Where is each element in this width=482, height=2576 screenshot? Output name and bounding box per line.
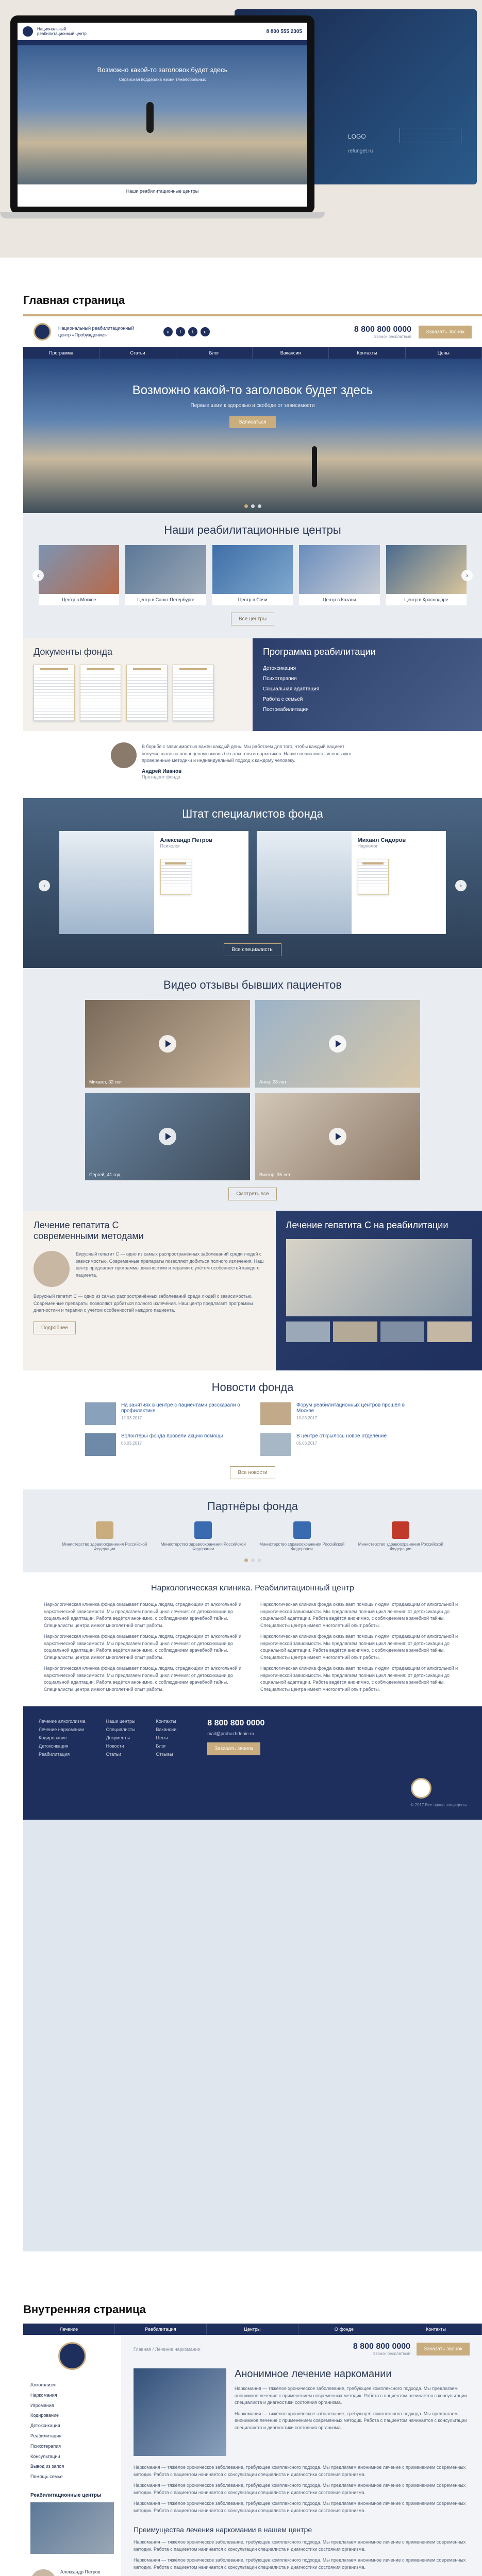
nav-item[interactable]: Реабилитация — [115, 2324, 207, 2335]
centers-title: Наши реабилитационные центры — [164, 523, 341, 536]
sidebar-center-photo[interactable] — [30, 2502, 114, 2554]
main-page-label: Главная страница — [23, 294, 125, 307]
footer-link[interactable]: Документы — [106, 1735, 130, 1740]
program-item[interactable]: Психотерапия — [263, 676, 297, 682]
news-thumb — [260, 1402, 291, 1425]
mockup-laptop-base — [0, 212, 325, 218]
center-photo — [212, 545, 293, 594]
footer-link[interactable]: Блог — [156, 1743, 166, 1749]
breadcrumb[interactable]: Главная / Лечение наркомании — [134, 2346, 201, 2352]
next-arrow-icon[interactable]: › — [461, 570, 473, 581]
document-thumb[interactable] — [173, 665, 214, 721]
news-item[interactable] — [85, 1402, 245, 1425]
center-card[interactable] — [125, 545, 206, 605]
docs-list — [34, 665, 242, 721]
header-phone[interactable]: 8 800 800 0000 — [353, 2342, 411, 2351]
program-item[interactable]: Постреабилитация — [263, 707, 309, 713]
header-phone-block — [354, 325, 411, 339]
partner-item[interactable] — [356, 1521, 446, 1551]
inner-body — [23, 2335, 482, 2576]
staff-role: Психолог — [160, 843, 180, 849]
play-icon[interactable] — [159, 1035, 176, 1053]
emblem-icon — [293, 1521, 311, 1539]
footer-phone[interactable]: 8 800 800 0000 — [207, 1719, 265, 1727]
news-thumb — [85, 1402, 116, 1425]
news-item-title[interactable]: Волонтёры фонда провели акцию помощи — [121, 1433, 224, 1439]
news-more-button[interactable]: Все новости — [230, 1466, 275, 1479]
partners-dots — [59, 1558, 446, 1562]
footer-link[interactable]: Наши центры — [106, 1719, 136, 1724]
video-card[interactable] — [255, 1000, 420, 1088]
videos-section — [23, 968, 482, 1211]
nav-item[interactable]: Лечение — [23, 2324, 115, 2335]
program-item[interactable]: Социальная адаптация — [263, 686, 320, 692]
center-card[interactable] — [386, 545, 467, 605]
inner-intro: Наркомания — тяжёлое хроническое заболевание, требующее комплексного подхода. Мы предлагаем анонимное лечение с применением современных методик. Работа с пациентом начинается с консультации специалиста и диагностики состояния организма. — [235, 2411, 467, 2430]
logo-icon[interactable] — [58, 2342, 86, 2370]
dot[interactable] — [244, 504, 248, 508]
news-item-title[interactable]: Форум реабилитационных центров прошёл в Москве — [296, 1402, 405, 1414]
inner-paragraph: Наркомания — тяжёлое хроническое заболевание, требующее комплексного подхода. Мы предлагаем анонимное лечение с применением современных методик. Работа с пациентом начинается с консультации специалиста и диагностики состояния организма. — [134, 2501, 466, 2513]
next-arrow-icon[interactable]: › — [455, 880, 467, 891]
main-header — [23, 316, 482, 347]
staff-title: Штат специалистов фонда — [182, 807, 323, 820]
centers-section — [23, 513, 482, 638]
quote-name: Андрей Иванов — [142, 768, 182, 774]
partner-name: Министерство здравоохранения Российской Федерации — [62, 1542, 147, 1551]
avatar — [111, 742, 137, 768]
thumb[interactable] — [286, 1321, 330, 1342]
sidebar-item[interactable]: Психотерапия — [30, 2443, 61, 2449]
header-phone[interactable]: 8 800 800 0000 — [354, 325, 412, 334]
facebook-icon[interactable]: f — [176, 327, 185, 336]
footer-link[interactable]: Детоксикация — [39, 1743, 69, 1749]
thumb[interactable] — [427, 1321, 472, 1342]
callback-button[interactable]: Заказать звонок — [417, 2343, 470, 2355]
footer-link[interactable]: Вакансии — [156, 1727, 177, 1732]
footer-email[interactable]: mail@probuzhdenie.ru — [207, 1731, 254, 1736]
news-item-date: 05.03.2017 — [296, 1441, 318, 1446]
staff-name: Александр Петров — [160, 837, 213, 843]
main-footer — [23, 1706, 482, 1820]
centers-more-button[interactable]: Все центры — [231, 613, 274, 625]
treatment-left — [23, 1211, 276, 1370]
sidebar-item[interactable]: Реабилитация — [30, 2433, 62, 2438]
nav-item[interactable]: Блог — [176, 347, 253, 359]
video-card[interactable] — [85, 1093, 250, 1180]
inner-intro: Наркомания — тяжёлое хроническое заболевание, требующее комплексного подхода. Мы предлагаем анонимное лечение с применением современных методик. Работа с пациентом начинается с консультации специалиста и диагностики состояния организма. — [235, 2386, 467, 2405]
hero-title: Возможно какой-то заголовок будет здесь — [132, 383, 373, 397]
sidebar-item[interactable]: Кодирование — [30, 2413, 59, 2418]
inner-sidebar — [23, 2335, 121, 2576]
news-item-title[interactable]: В центре открылось новое отделение — [296, 1433, 387, 1439]
partner-item[interactable] — [158, 1521, 249, 1551]
mockup-side-link: refunget.ru — [348, 148, 373, 154]
hero — [23, 359, 482, 513]
docs-program-row — [23, 638, 482, 731]
logo-icon[interactable] — [34, 323, 51, 341]
center-caption: Центр в Санкт-Петербурге — [125, 594, 206, 605]
center-caption: Центр в Москве — [39, 594, 119, 605]
program-section — [253, 638, 482, 731]
sidebar-specialist: Александр Петров — [60, 2569, 101, 2574]
staff-card[interactable] — [257, 831, 446, 934]
play-icon[interactable] — [159, 1128, 176, 1145]
video-caption: Анна, 28 лет — [259, 1079, 287, 1084]
news-grid — [85, 1402, 420, 1456]
footer-link[interactable]: Цены — [156, 1735, 168, 1740]
mockup-hero-title: Возможно какой-то заголовок будет здесь — [97, 66, 228, 74]
inner-page-label: Внутренняя страница — [23, 2303, 146, 2316]
videos-title: Видео отзывы бывших пациентов — [163, 978, 342, 991]
videos-more-button[interactable]: Смотреть все — [228, 1188, 276, 1200]
center-card[interactable] — [212, 545, 293, 605]
clinic-text: Наркологическая клиника фонда оказывает помощь людям, страдающим от алкогольной и наркотической зависимости. Мы предлагаем полный цикл лечения: от детоксикации до социальной адаптации. Работа ведётся анонимно, с соблюдением врачебной тайны. Специалисты центра имеют многолетний опыт работы. — [260, 1634, 458, 1660]
inner-paragraph: Наркомания — тяжёлое хроническое заболевание, требующее комплексного подхода. Мы предлагаем анонимное лечение с применением современных методик. Работа с пациентом начинается с консультации специалиста и диагностики состояния организма. — [134, 2465, 466, 2477]
hero-figure — [312, 446, 317, 487]
inner-main — [121, 2335, 482, 2576]
emblem-icon — [194, 1521, 212, 1539]
inner-paragraph: Наркомания — тяжёлое хроническое заболевание, требующее комплексного подхода. Мы предлагаем анонимное лечение с применением современных методик. Работа с пациентом начинается с консультации специалиста и диагностики состояния организма. — [134, 2557, 466, 2570]
mockup-hero — [18, 45, 307, 184]
header-phone-note: Звонок бесплатный — [373, 2351, 411, 2356]
dot[interactable] — [258, 1558, 261, 1562]
center-caption: Центр в Сочи — [212, 594, 293, 605]
staff-name: Михаил Сидоров — [357, 837, 406, 843]
footer-link[interactable]: Специалисты — [106, 1727, 136, 1732]
dot[interactable] — [251, 1558, 255, 1562]
footer-link[interactable]: Кодирование — [39, 1735, 68, 1740]
centers-list — [39, 545, 467, 605]
staff-more-button[interactable]: Все специалисты — [224, 943, 281, 956]
footer-link[interactable]: Реабилитация — [39, 1752, 70, 1757]
partner-name: Министерство здравоохранения Российской Федерации — [358, 1542, 443, 1551]
hero-sub: Первые шаги к здоровью и свободе от зависимости — [190, 403, 315, 409]
partners-list — [59, 1521, 446, 1551]
staff-photo — [257, 831, 352, 934]
play-icon[interactable] — [329, 1128, 346, 1145]
clinic-text: Наркологическая клиника фонда оказывает помощь людям, страдающим от алкогольной и наркотической зависимости. Мы предлагаем полный цикл лечения: от детоксикации до социальной адаптации. Работа ведётся анонимно, с соблюдением врачебной тайны. Специалисты центра имеют многолетний опыт работы. — [44, 1666, 242, 1692]
mockup-laptop-frame — [10, 15, 314, 214]
treatment-left-title: Лечение гепатита С современными методами — [34, 1220, 144, 1241]
callback-button[interactable]: Заказать звонок — [419, 326, 472, 338]
main-nav — [23, 347, 482, 359]
treatment-text: Вирусный гепатит С — одно из самых распространённых заболеваний среди людей с зависимостью. Современные препараты позволяют добиться полного излечения. Наш центр предлагает программы диагностики и терапии с учётом особенностей каждого пациента. — [76, 1251, 264, 1278]
treatment-photo — [286, 1239, 472, 1316]
footer-link[interactable]: Лечение наркомании — [39, 1727, 85, 1732]
treatment-right — [276, 1211, 482, 1370]
play-icon[interactable] — [329, 1035, 346, 1053]
video-caption: Михаил, 32 лет — [89, 1079, 122, 1084]
article-hero-photo — [134, 2368, 226, 2456]
mockup-hero-sub: Сервисная поддержка жизни тяжелобольных — [119, 77, 206, 82]
center-photo — [299, 545, 379, 594]
certificate-thumb[interactable] — [358, 859, 389, 895]
staff-list — [59, 831, 446, 934]
nav-item[interactable]: Статьи — [99, 347, 176, 359]
sidebar-item[interactable]: Наркомания — [30, 2392, 57, 2398]
sidebar-item[interactable]: Помощь семье — [30, 2474, 63, 2480]
news-section — [23, 1370, 482, 1489]
quote-section — [23, 731, 482, 798]
avatar — [30, 2569, 56, 2576]
mockup-nav — [18, 40, 307, 45]
center-card[interactable] — [299, 545, 379, 605]
center-photo — [386, 545, 467, 594]
partner-name: Министерство здравоохранения Российской Федерации — [160, 1542, 246, 1551]
video-card[interactable] — [255, 1093, 420, 1180]
footer-copy: © 2017 Все права защищены — [410, 1803, 467, 1807]
mockup-logo-icon — [23, 26, 33, 37]
footer-link[interactable]: Статьи — [106, 1752, 121, 1757]
nav-item[interactable]: Цены — [406, 347, 482, 359]
clinic-text: Наркологическая клиника фонда оказывает помощь людям, страдающим от алкогольной и наркотической зависимости. Мы предлагаем полный цикл лечения: от детоксикации до социальной адаптации. Работа ведётся анонимно, с соблюдением врачебной тайны. Специалисты центра имеют многолетний опыт работы. — [260, 1666, 458, 1692]
header-phone-note: Звонок бесплатный — [374, 334, 412, 339]
mockup-hero-figure — [146, 102, 154, 133]
news-title: Новости фонда — [211, 1381, 294, 1394]
program-title: Программа реабилитации — [263, 647, 376, 657]
nav-item[interactable]: Центры — [207, 2324, 298, 2335]
avatar — [34, 1251, 70, 1287]
treatment-text-2: Вирусный гепатит С — одно из самых распространённых заболеваний среди людей с зависимостью. Современные препараты позволяют добиться полного излечения. Наш центр предлагает программы диагностики и терапии с учётом особенностей каждого пациента. — [34, 1294, 253, 1313]
center-photo — [39, 545, 119, 594]
center-card[interactable] — [39, 545, 119, 605]
mockup-screen — [18, 23, 307, 207]
footer-logo-icon — [411, 1778, 431, 1799]
inner-title: Анонимное лечение наркомании — [235, 2368, 392, 2380]
staff-photo — [59, 831, 154, 934]
docs-title: Документы фонда — [34, 647, 113, 657]
staff-section — [23, 798, 482, 968]
news-item-date: 08.03.2017 — [121, 1441, 142, 1446]
video-caption: Виктор, 35 лет — [259, 1172, 291, 1177]
document-thumb[interactable] — [126, 665, 168, 721]
thumb[interactable] — [333, 1321, 377, 1342]
news-thumb — [85, 1433, 116, 1456]
nav-item[interactable]: Программа — [23, 347, 99, 359]
nav-item[interactable]: Контакты — [329, 347, 405, 359]
treatment-right-title: Лечение гепатита С на реабилитации — [286, 1220, 448, 1230]
sidebar-item[interactable]: Детоксикация — [30, 2423, 60, 2429]
partner-item[interactable] — [59, 1521, 150, 1551]
hero-button[interactable]: Записаться — [229, 416, 276, 428]
inner-paragraph: Наркомания — тяжёлое хроническое заболевание, требующее комплексного подхода. Мы предлагаем анонимное лечение с применением современных методик. Работа с пациентом начинается с консультации специалиста и диагностики состояния организма. — [134, 2483, 466, 2495]
sidebar-menu — [30, 2380, 114, 2482]
quote-role: Президент фонда — [142, 774, 180, 779]
logo-text: Национальный реабилитационный центр «Пробуждение» — [58, 326, 134, 337]
clinic-text: Наркологическая клиника фонда оказывает помощь людям, страдающим от алкогольной и наркотической зависимости. Мы предлагаем полный цикл лечения: от детоксикации до социальной адаптации. Работа ведётся анонимно, с соблюдением врачебной тайны. Специалисты центра имеют многолетний опыт работы. — [260, 1602, 458, 1628]
inner-top-nav — [23, 2324, 482, 2335]
nav-item[interactable]: Вакансии — [253, 347, 329, 359]
vk-icon[interactable]: в — [163, 327, 173, 336]
dot[interactable] — [251, 504, 255, 508]
program-list — [263, 664, 472, 715]
nav-item[interactable]: Контакты — [390, 2324, 482, 2335]
mockup-side-box — [400, 128, 461, 143]
dot[interactable] — [258, 504, 261, 508]
sidebar-centers-title: Реабилитационные центры — [30, 2492, 102, 2498]
social-icons — [163, 327, 210, 336]
treatment-row — [23, 1211, 482, 1370]
news-item-title[interactable]: На занятиях в центре с пациентами рассказали о профилактике — [121, 1402, 240, 1414]
treatment-more-button[interactable]: Подробнее — [34, 1321, 76, 1334]
inner-page-frame — [23, 2324, 482, 2576]
sidebar-item[interactable]: Вывод из запоя — [30, 2464, 64, 2469]
program-item[interactable]: Работа с семьей — [263, 697, 303, 702]
prev-arrow-icon[interactable]: ‹ — [32, 570, 44, 581]
emblem-icon — [392, 1521, 409, 1539]
news-item[interactable] — [85, 1433, 245, 1456]
mockup-side-logo: LOGO — [348, 133, 366, 140]
document-thumb[interactable] — [80, 665, 121, 721]
center-caption: Центр в Казани — [299, 594, 379, 605]
news-item-date: 10.03.2017 — [296, 1416, 318, 1420]
document-thumb[interactable] — [34, 665, 75, 721]
partner-name: Министерство здравоохранения Российской Федерации — [259, 1542, 345, 1551]
news-item[interactable] — [260, 1433, 420, 1456]
clinic-title: Наркологическая клиника. Реабилитационный центр — [151, 1584, 354, 1592]
news-item[interactable] — [260, 1402, 420, 1425]
twitter-icon[interactable]: t — [188, 327, 197, 336]
news-item-date: 12.03.2017 — [121, 1416, 142, 1420]
staff-role: Нарколог — [357, 843, 378, 849]
mockup-header — [18, 23, 307, 40]
video-card[interactable] — [85, 1000, 250, 1088]
hero-dots — [23, 504, 482, 508]
partners-title: Партнёры фонда — [207, 1500, 298, 1513]
dot[interactable] — [244, 1558, 248, 1562]
clinic-section — [23, 1572, 482, 1706]
news-thumb — [260, 1433, 291, 1456]
center-photo — [125, 545, 206, 594]
mockup-logo-text: Национальный реабилитационный центр — [37, 27, 87, 36]
footer-link[interactable]: Новости — [106, 1743, 124, 1749]
inner-sub1: Преимущества лечения наркомании в нашем центре — [134, 2526, 312, 2534]
partners-section — [23, 1489, 482, 1572]
center-caption: Центр в Краснодаре — [386, 594, 467, 605]
mockup-bottom-caption: Наши реабилитационные центры — [126, 189, 199, 194]
program-item[interactable]: Детоксикация — [263, 666, 296, 671]
partner-item[interactable] — [257, 1521, 347, 1551]
emblem-icon — [96, 1521, 113, 1539]
sidebar-item[interactable]: Игромания — [30, 2402, 54, 2408]
mockup-phone: 8 800 555 2305 — [266, 28, 302, 35]
sidebar-item[interactable]: Консультации — [30, 2453, 60, 2459]
footer-link[interactable]: Лечение алкоголизма — [39, 1719, 86, 1724]
clinic-text: Наркологическая клиника фонда оказывает помощь людям, страдающим от алкогольной и наркотической зависимости. Мы предлагаем полный цикл лечения: от детоксикации до социальной адаптации. Работа ведётся анонимно, с соблюдением врачебной тайны. Специалисты центра имеют многолетний опыт работы. — [44, 1634, 242, 1660]
certificate-thumb[interactable] — [160, 859, 191, 895]
thumb[interactable] — [380, 1321, 425, 1342]
video-caption: Сергей, 41 год — [89, 1172, 121, 1177]
main-page-frame — [23, 314, 482, 2251]
odnoklassniki-icon[interactable]: о — [201, 327, 210, 336]
nav-item[interactable]: О фонде — [298, 2324, 390, 2335]
staff-card[interactable] — [59, 831, 248, 934]
clinic-text: Наркологическая клиника фонда оказывает помощь людям, страдающим от алкогольной и наркотической зависимости. Мы предлагаем полный цикл лечения: от детоксикации до социальной адаптации. Работа ведётся анонимно, с соблюдением врачебной тайны. Специалисты центра имеют многолетний опыт работы. — [44, 1602, 242, 1628]
prev-arrow-icon[interactable]: ‹ — [39, 880, 50, 891]
footer-link[interactable]: Отзывы — [156, 1752, 173, 1757]
sidebar-item[interactable]: Алкоголизм — [30, 2382, 56, 2387]
footer-callback-button[interactable]: Заказать звонок — [207, 1742, 260, 1755]
footer-link[interactable]: Контакты — [156, 1719, 176, 1724]
quote-text: В борьбе с зависимостью важен каждый день. Мы работаем для того, чтобы каждый пациент получил шанс на полноценную жизнь без алкоголя и наркотиков. Наши специалисты используют проверенные методики и индивидуальный подход к каждому человеку. — [142, 744, 352, 763]
videos-grid — [85, 1000, 420, 1180]
inner-paragraph: Наркомания — тяжёлое хроническое заболевание, требующее комплексного подхода. Мы предлагаем анонимное лечение с применением современных методик. Работа с пациентом начинается с консультации специалиста и диагностики состояния организма. — [134, 2539, 466, 2552]
docs-section — [23, 638, 253, 731]
